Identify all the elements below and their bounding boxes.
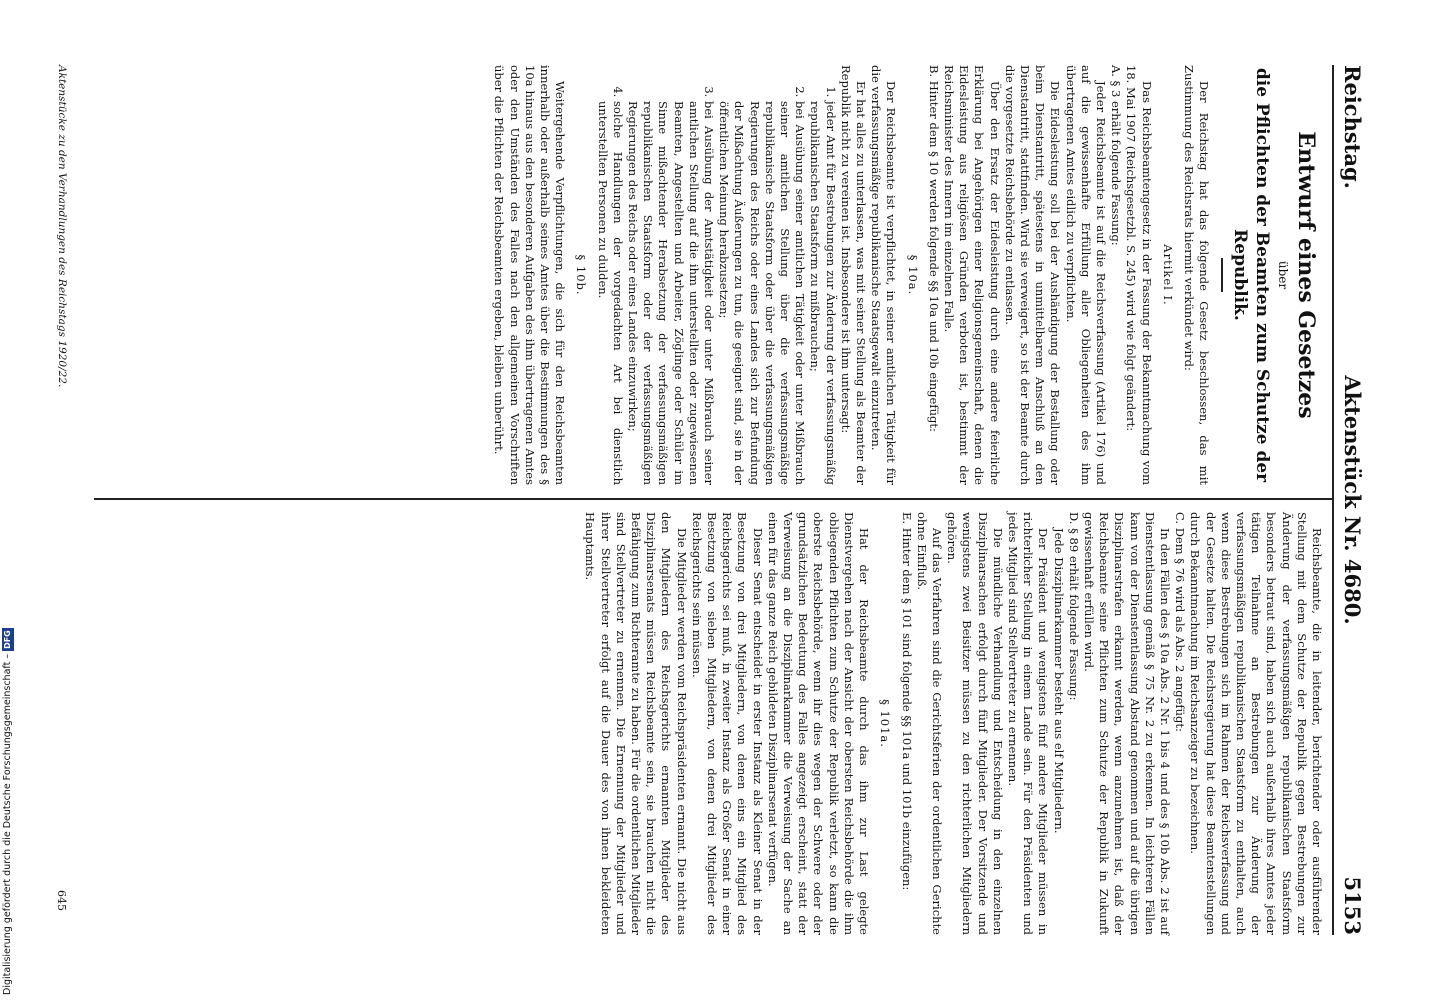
list-item: 4. solche Handlungen der vorgedachten Art bei dienstlich unterstellten Personen zu dulden. xyxy=(594,101,624,485)
artikel-heading: Artikel I. xyxy=(1160,244,1175,306)
page-header xyxy=(1332,65,1374,935)
section-a-paragraph: Über den Ersatz der Eidesleistung durch eine andere feierliche Erklärung bei Angehörigen einer Religionsgemeinschaft, denen die Eidesleistung aus religiösen Gründen verboten ist, bestimmt der Reichsminister des Innern im einzelnen Falle. xyxy=(942,65,1002,485)
document-title: Entwurf eines Gesetzes xyxy=(1293,131,1319,419)
section-e-intro: E. Hinter dem § 101 sind folgende §§ 101a und 101b einzufügen: xyxy=(899,512,914,891)
section-b-intro: B. Hinter dem § 10 werden folgende §§ 10a und 10b eingefügt: xyxy=(926,65,941,432)
header-page-number: 5153 xyxy=(1340,876,1365,935)
section-d-paragraph: Der Präsident und wenigstens fünf andere Mitglieder müssen in richterlicher Stellung in einem Lande sein. Für den Präsidenten und jedes Mitglied sind Stellvertreter zu ernennen. xyxy=(1005,512,1051,935)
list-item: 2. bei Ausübung seiner amtlichen Tätigkeit oder unter Mißbrauch seiner amtlichen Stellung über die verfassungsmäßige republikanische Staatsform oder über die verfassungsmäßigen Regierungen des Reichs oder eines Landes sich zur Befundung der Mißachtung Äußerungen zu tun, die geeignet sind, sie in der öffentlichen Meinung herabzusetzen; xyxy=(716,101,807,485)
list-item: 1. jeder Amt für Bestrebungen zur Änderung der verfassungsmäßig republikanischen Staatsform zu mißbrauchen; xyxy=(807,101,837,485)
section-10b-heading: § 10b. xyxy=(574,254,589,296)
section-10a-paragraph: Der Reichsbeamte ist verpflichtet, in seiner amtlichen Tätigkeit für die verfassungsmäßige republikanische Staatsgewalt einzutreten. xyxy=(869,65,899,485)
continued-paragraph: Reichsbeamte, die in leitender, berichtender oder ausführender Stellung mit dem Schutze der Republik gegen Bestrebungen zur Änderung der verfassungsmäßigen republikanischen Staatsform besonders betraut sind, haben sich auch außerhalb ihres Amtes jeder tätigen Teilnahme an Bestrebungen zur Änderung der verfassungsmäßigen republikanischen Staatsform zu enthalten, auch wenn diese Bestrebungen sich im Rahmen der Reichsverfassung und der Gesetze halten. Die Reichsregierung hat diese Beamtenstellungen durch Bekanntmachung im Reichsanzeiger zu bezeichnen. xyxy=(1188,512,1324,935)
section-10a-paragraph: Er hat alles zu unterlassen, was mit seiner Stellung als Beamter der Republik nicht zu vereinen ist. Insbesondere ist ihm untersagt: xyxy=(838,65,869,485)
section-d-paragraph: Die mündliche Verhandlung und Entscheidung in den einzelnen Disziplinarsachen erfolgt durch fünf Mitglieder. Der Vorsitzende und wenigstens zwei Beisitzer müssen zu den richterlichen Mitgliedern gehören. xyxy=(945,512,1005,935)
intro-paragraph: Der Reichstag hat das folgende Gesetz beschlossen, das mit Zustimmung des Reichsrats hiermit verkündet wird: xyxy=(1182,65,1212,485)
header-left: Reichstag. xyxy=(1340,65,1365,189)
digitization-attribution xyxy=(2,0,14,995)
section-10a-heading: § 10a. xyxy=(905,254,920,296)
section-d-paragraph: Jede Disziplinarkammer besteht aus elf Mitgliedern. xyxy=(1051,528,1066,834)
left-column xyxy=(491,65,1324,485)
section-d-intro: D. § 89 erhält folgende Fassung: xyxy=(1066,512,1081,701)
artikel-text: Das Reichsbeamtengesetz in der Fassung der Bekanntmachung vom 18. Mai 1907 (Reichsgesetzbl. S. 245) wird wie folgt geändert: xyxy=(1124,65,1154,485)
section-101a-heading: § 101a. xyxy=(878,699,893,748)
section-101a-paragraph: Dieser Senat entscheidet in erster Instanz als Kleiner Senat in der Besetzung von drei Mitgliedern, von denen eins ein Mitglied des Reichsgerichts sei muß, in zweiter Instanz als Großer Senat in einer Besetzung von sieben Mitgliedern, von denen drei Mitglieder des Reichsgerichts sein müssen. xyxy=(689,512,765,935)
header-document-number: Aktenstück Nr. 4680. xyxy=(1340,375,1365,625)
section-a-paragraph: Die Eidesleistung soll bei der Aushändigung der Bestallung oder beim Dienstantritt, spätestens in unmittelbarem Anschluß an den Dienstantritt, stattfinden. Wird sie verweigert, so ist der Beamte durch die vorgesetzte Reichsbehörde zu entlassen. xyxy=(1002,65,1063,485)
column-divider xyxy=(94,498,1334,500)
attribution-text: Digitalisierung gefördert durch die Deutsche Forschungsgemeinschaft – xyxy=(2,653,13,995)
document-subtitle: die Pflichten der Beamten zum Schutze der Republik. xyxy=(1229,67,1272,483)
right-column xyxy=(582,512,1324,935)
section-a-intro: A. § 3 erhält folgende Fassung: xyxy=(1109,65,1124,246)
section-c-intro: C. Dem § 76 wird als Abs. 2 angefügt: xyxy=(1173,512,1188,732)
section-d-paragraph: Auf das Verfahren sind die Gerichtsferien der ordentlichen Gerichte ohne Einfluß. xyxy=(914,512,944,935)
list-item: 3. bei Ausübung der Amtstätigkeit oder unter Mißbrauch seiner amtlichen Stellung auf die ihm unterstellten oder zugewiesenen Beamten, Angestellten und Arbeiter, Zöglinge oder Schüler im Sinne mißachtender Herabsetzung der verfassungsmäßigen republikanischen Staatsform oder der verfassungsmäßigen Regierungen des Reichs oder eines Landes einzuwirken; xyxy=(625,101,716,485)
section-a-paragraph: Jeder Reichsbeamte ist auf die Reichsverfassung (Artikel 176) und auf die gewissenhafte Erfüllung aller Obliegenheiten des ihm übertragenen Amtes eidlich zu verpflichten. xyxy=(1063,65,1109,485)
title-rule xyxy=(1221,258,1223,292)
section-c-paragraph: In den Fällen des § 10a Abs. 2 Nr. 1 bis 4 und des § 10b Abs. 2 ist auf Dienstentlassung gemäß § 75 Nr. 2 zu erkennen. In leichteren Fällen kann von der Dienstentlassung Abstand genommen und auf die übrigen Disziplinarstrafen erkannt werden, wenn anzunehmen ist, daß der Reichsbeamte seine Pflichten zum Schutze der Republik in Zukunft gewissenhaft erfüllen wird. xyxy=(1081,512,1172,935)
footnote: Aktenstücke zu den Verhandlungen des Reichstags 1920/22. xyxy=(56,65,68,388)
page-number: 645 xyxy=(55,890,68,911)
section-101a-paragraph: Die Mitglieder werden vom Reichspräsidenten ernannt. Die nicht aus den Mitgliedern des Reichsgerichts ernannten Mitglieder des Disziplinarsenats müssen Reichsbeamte sein, sie brauchen nicht die Befähigung zum Richteramte zu haben. Für die ordentlichen Mitglieder sind Stellvertreter zu ernennen. Die Ernennung der Mitglieder und ihrer Stellvertreter erfolgt auf die Dauer des von ihnen bekleideten Hauptamts. xyxy=(583,512,689,935)
section-101a-paragraph: Hat der Reichsbeamte durch das ihm zur Last gelegte Dienstvergehen nach der Ansicht der obersten Reichsbehörde die ihm obliegenden Pflichten zum Schutze der Republik verletzt, so kann die oberste Reichsbehörde, wenn ihr dies wegen der Schwere oder der grundsätzlichen Bedeutung des Falles angezeigt erscheint, statt der Verweisung an die Disziplinarkammer die Verweisung der Sache an einen für das ganze Reich gebildeten Disziplinarsenat verfügen. xyxy=(765,512,872,935)
dfg-logo: DFG xyxy=(3,630,12,649)
prohibitions-list xyxy=(594,65,837,485)
title-connector: über xyxy=(1276,260,1290,290)
section-10b-paragraph: Weitergehende Verpflichtungen, die sich für den Reichsbeamten innerhalb oder außerhalb seines Amtes über die Bestimmungen des § 10a hinaus aus den besonderen Aufgaben des ihm übertragenen Amtes oder den Umständen des Falles nach den allgemeinen Vorschriften über die Pflichten der Reichsbeamten ergeben, bleiben unberührt. xyxy=(492,65,568,485)
